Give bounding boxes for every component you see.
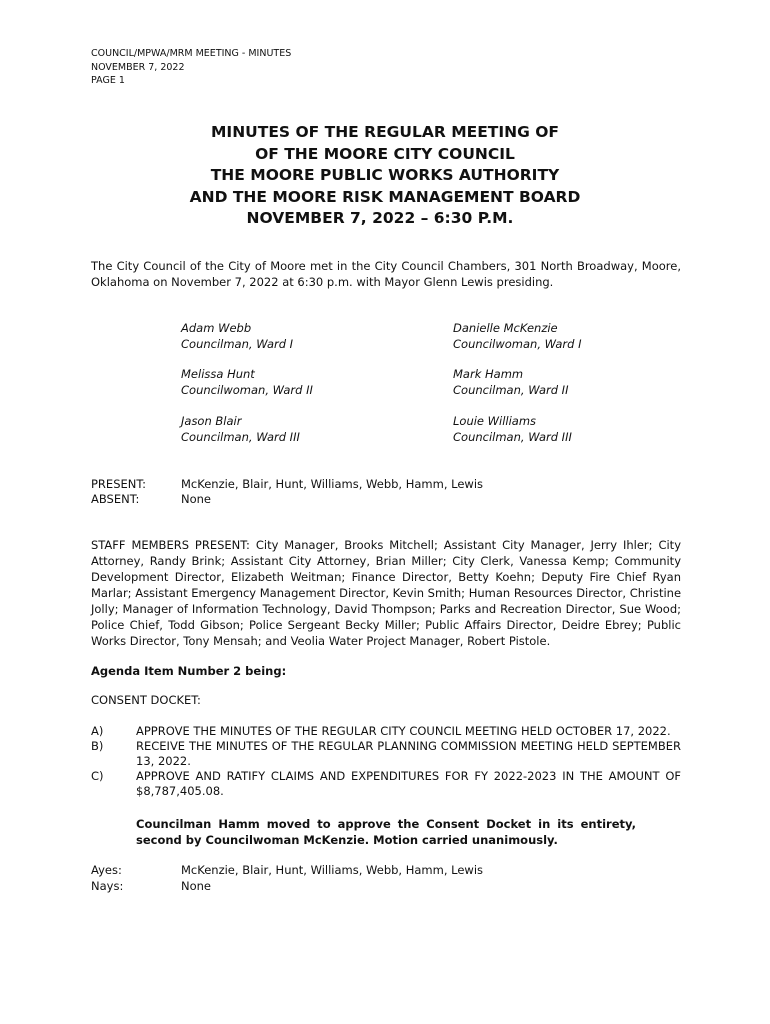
absent-label: ABSENT:: [91, 492, 140, 506]
member-title: Councilman, Ward I: [181, 337, 294, 351]
ayes-label: Ayes:: [91, 863, 122, 877]
title-line-1: MINUTES OF THE REGULAR MEETING OF: [211, 123, 559, 141]
member-title: Councilman, Ward III: [453, 430, 572, 444]
header-line-1: COUNCIL/MPWA/MRM MEETING - MINUTES: [91, 48, 292, 59]
agenda-heading: Agenda Item Number 2 being:: [91, 664, 287, 678]
item-letter: A): [91, 724, 104, 738]
absent-value: None: [181, 492, 212, 506]
nays-label: Nays:: [91, 879, 124, 893]
member-title: Councilwoman, Ward I: [453, 337, 582, 351]
page-header: [91, 47, 291, 88]
council-member: [181, 413, 300, 445]
council-member: [181, 366, 313, 398]
council-member: [453, 320, 582, 352]
title-line-4: AND THE MOORE RISK MANAGEMENT BOARD: [189, 187, 581, 206]
ayes-value: McKenzie, Blair, Hunt, Williams, Webb, Hamm, Lewis: [181, 863, 484, 877]
member-name: Mark Hamm: [453, 367, 524, 381]
member-name: Adam Webb: [181, 321, 252, 335]
council-member: [453, 366, 568, 398]
motion-text: Councilman Hamm moved to approve the Consent Docket in its entirety, second by Councilwoman McKenzie. Motion carried unanimously.: [136, 817, 636, 847]
member-title: Councilwoman, Ward II: [181, 383, 313, 397]
member-title: Councilman, Ward III: [181, 430, 300, 444]
header-line-3: PAGE 1: [91, 75, 125, 86]
member-name: Melissa Hunt: [181, 367, 255, 381]
item-letter: B): [91, 739, 104, 753]
consent-docket-label: CONSENT DOCKET:: [91, 693, 201, 707]
staff-paragraph: STAFF MEMBERS PRESENT: City Manager, Brooks Mitchell; Assistant City Manager, Jerry Ihler; City Attorney, Randy Brink; Assistant City Attorney, Brian Miller; City Clerk, Vanessa Kemp; Community Development Director, Elizabeth Weitman; Finance Director, Betty Koehn; Deputy Fire Chief Ryan Marlar; Assistant Emergency Management Director, Kevin Smith; Human Resources Director, Christine Jolly; Manager of Information Technology, David Thompson; Parks and Recreation Director, Sue Wood; Police Chief, Todd Gibson; Police Sergeant Becky Miller; Public Affairs Director, Deidre Ebrey; Public Works Director, Tony Mensah; and Veolia Water Project Manager, Robert Pistole.: [91, 538, 682, 648]
council-member: [181, 320, 293, 352]
header-line-2: NOVEMBER 7, 2022: [91, 61, 185, 73]
member-name: Louie Williams: [453, 414, 537, 428]
title-line-3: THE MOORE PUBLIC WORKS AUTHORITY: [210, 166, 560, 184]
member-title: Councilman, Ward II: [453, 383, 569, 397]
title-line-2: OF THE MOORE CITY COUNCIL: [255, 144, 515, 163]
item-text: RECEIVE THE MINUTES OF THE REGULAR PLANNING COMMISSION MEETING HELD SEPTEMBER 13, 2022.: [136, 739, 681, 768]
title-line-5: NOVEMBER 7, 2022 – 6:30 P.M.: [246, 209, 514, 227]
member-name: Danielle McKenzie: [453, 321, 558, 335]
item-text: APPROVE THE MINUTES OF THE REGULAR CITY COUNCIL MEETING HELD OCTOBER 17, 2022.: [136, 724, 671, 738]
council-member: [453, 413, 572, 445]
present-label: PRESENT:: [91, 477, 146, 491]
item-letter: C): [91, 769, 104, 783]
member-name: Jason Blair: [181, 414, 242, 428]
document-title: [0, 122, 770, 230]
nays-value: None: [181, 879, 212, 893]
intro-paragraph: The City Council of the City of Moore met in the City Council Chambers, 301 North Broadway, Moore, Oklahoma on November 7, 2022 at 6:30 p.m. with Mayor Glenn Lewis presiding.: [91, 259, 681, 289]
item-text: APPROVE AND RATIFY CLAIMS AND EXPENDITURES FOR FY 2022-2023 IN THE AMOUNT OF $8,787,405.08.: [136, 769, 681, 798]
present-value: McKenzie, Blair, Hunt, Williams, Webb, Hamm, Lewis: [181, 477, 484, 491]
